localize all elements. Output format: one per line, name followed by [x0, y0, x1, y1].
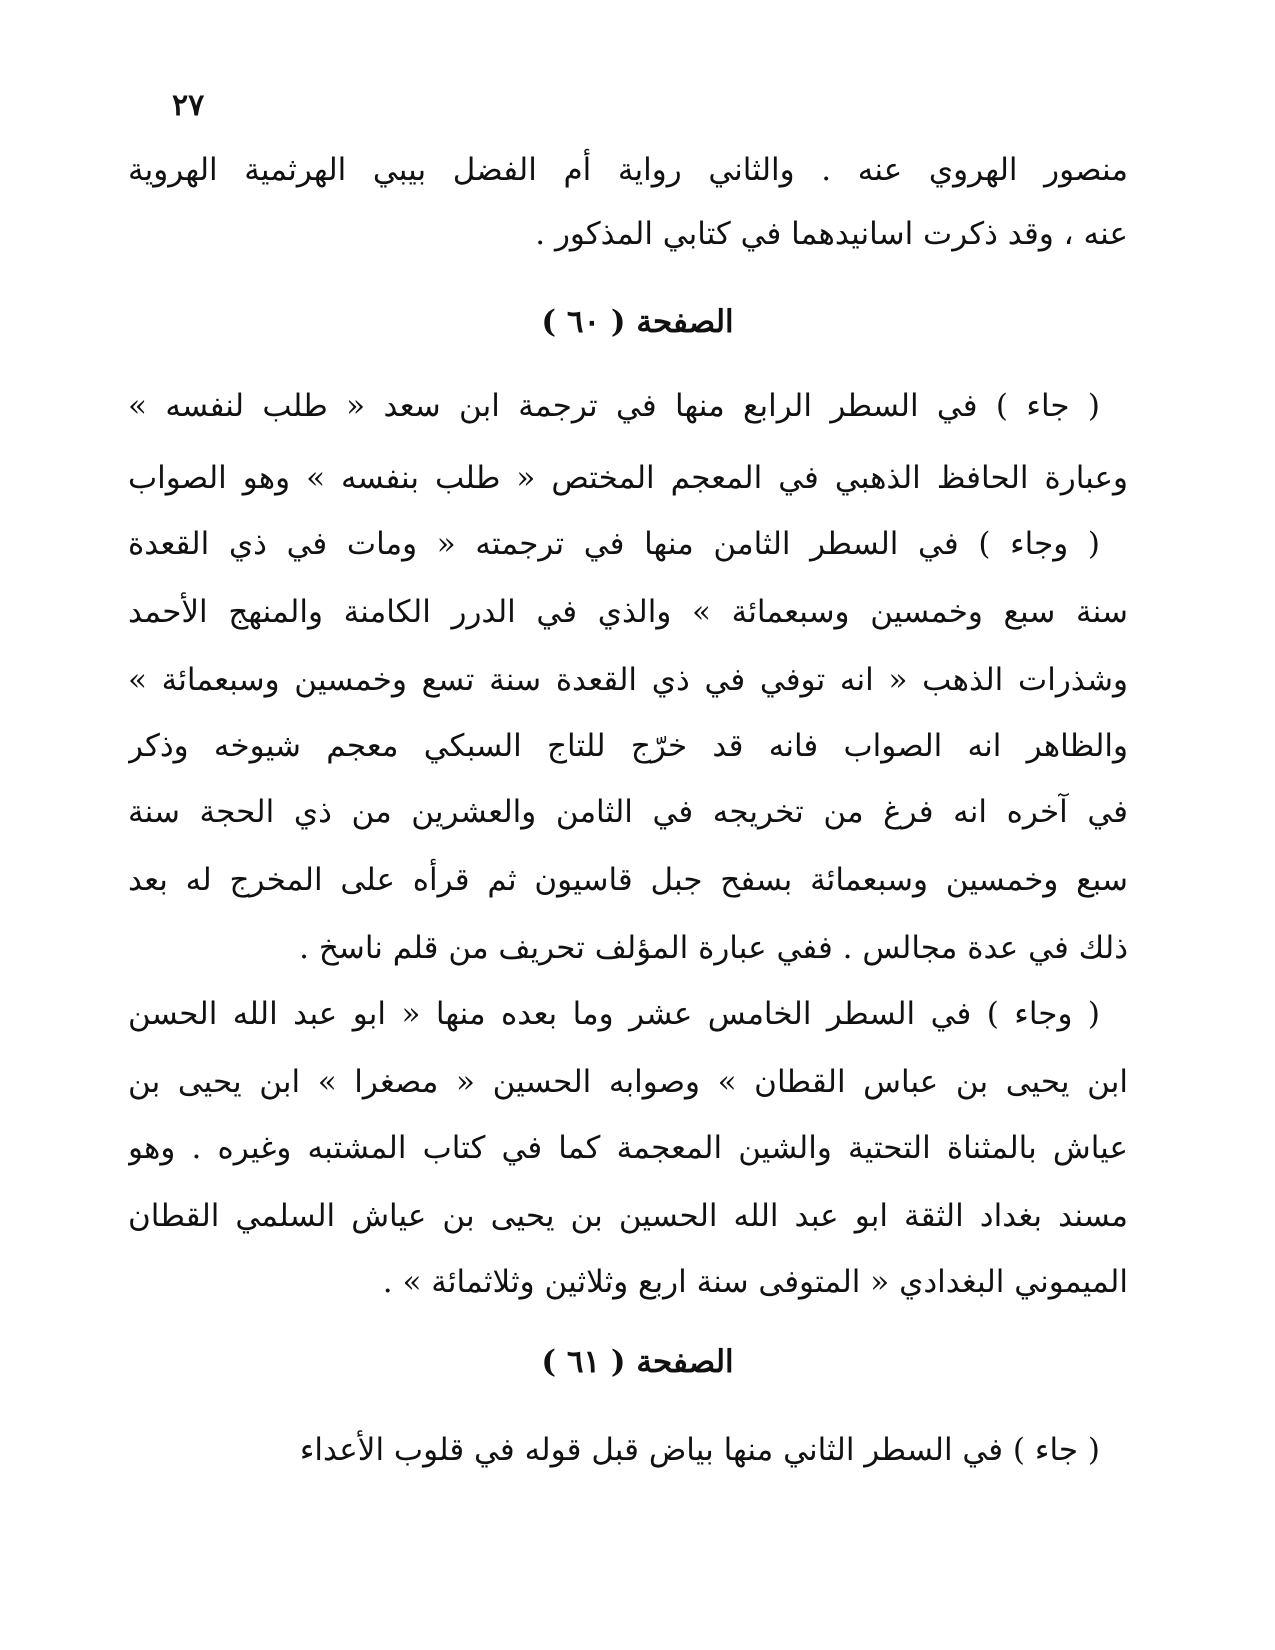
text-line: عياش بالمثناة التحتية والشين المعجمة كما في كتاب المشتبه وغيره . وهو [128, 1130, 1128, 1166]
text-line: في آخره انه فرغ من تخريجه في الثامن والعشرين من ذي الحجة سنة [128, 794, 1128, 830]
text-line: سنة سبع وخمسين وسبعمائة » والذي في الدرر الكامنة والمنهج الأحمد [128, 594, 1128, 630]
text-line: سبع وخمسين وسبعمائة بسفح جبل قاسيون ثم قرأه على المخرج له بعد [128, 862, 1128, 898]
text-line: ابن يحيى بن عباس القطان » وصوابه الحسين « مصغرا » ابن يحيى بن [128, 1064, 1128, 1100]
text-line: ذلك في عدة مجالس . ففي عبارة المؤلف تحريف من قلم ناسخ . [299, 930, 1128, 966]
text-line: وشذرات الذهب « انه توفي في ذي القعدة سنة تسع وخمسين وسبعمائة » [128, 662, 1128, 698]
text-line: ( وجاء ) في السطر الخامس عشر وما بعده منها « ابو عبد الله الحسن [128, 996, 1100, 1032]
text-line: ( جاء ) في السطر الثاني منها بياض قبل قوله في قلوب الأعداء [299, 1432, 1100, 1468]
text-line: الميموني البغدادي « المتوفى سنة اربع وثلاثين وثلاثمائة » . [382, 1264, 1128, 1300]
section-heading: الصفحة ( ٦٠ ) [541, 304, 734, 340]
page-number: ٢٧ [172, 88, 205, 123]
text-line: والظاهر انه الصواب فانه قد خرّج للتاج السبكي معجم شيوخه وذكر [128, 728, 1128, 764]
text-line: وعبارة الحافظ الذهبي في المعجم المختص « طلب بنفسه » وهو الصواب [128, 460, 1128, 496]
text-line: ( وجاء ) في السطر الثامن منها في ترجمته « ومات في ذي القعدة [128, 526, 1100, 562]
text-line: ( جاء ) في السطر الرابع منها في ترجمة ابن سعد « طلب لنفسه » [128, 388, 1100, 424]
text-line: منصور الهروي عنه . والثاني رواية أم الفضل بيبي الهرثمية الهروية [128, 152, 1128, 188]
section-heading: الصفحة ( ٦١ ) [541, 1344, 734, 1380]
text-line: عنه ، وقد ذكرت اسانيدهما في كتابي المذكور . [535, 216, 1128, 252]
text-line: مسند بغداد الثقة ابو عبد الله الحسين بن يحيى بن عياش السلمي القطان [128, 1198, 1128, 1234]
